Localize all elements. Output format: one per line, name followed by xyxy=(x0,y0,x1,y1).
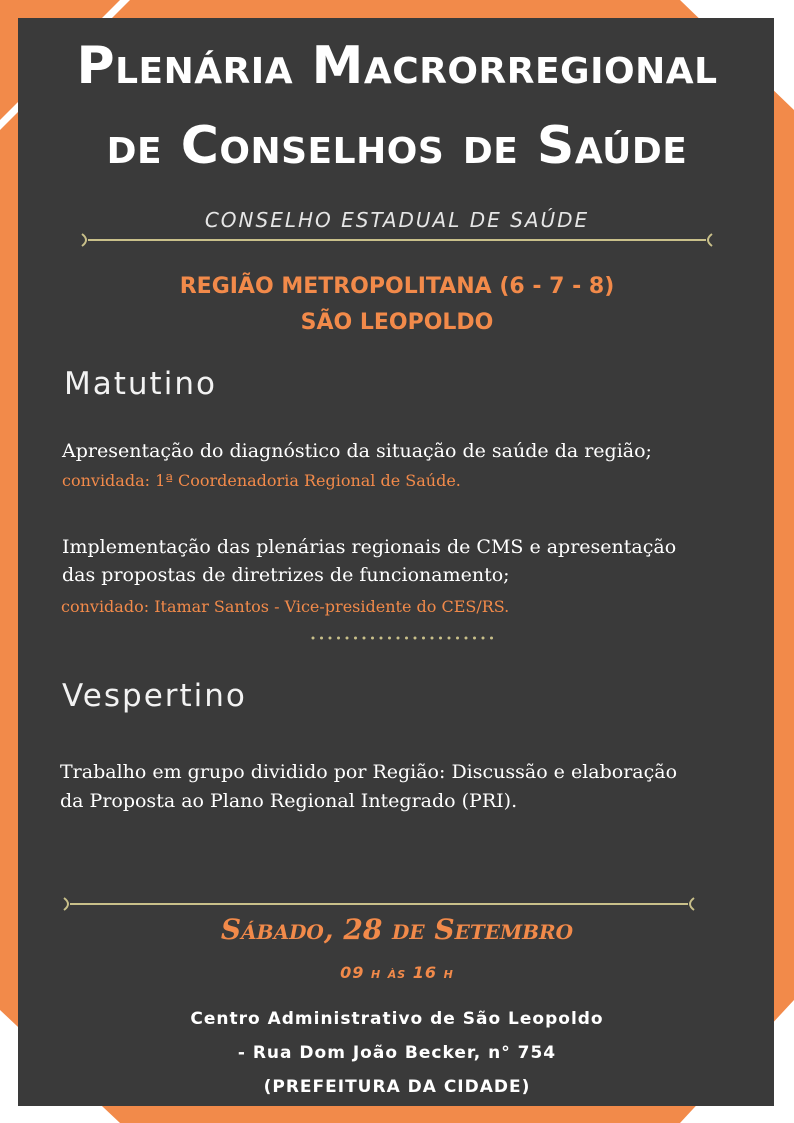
title-line-2: de Conselhos de Saúde xyxy=(106,116,688,176)
morning-item-2-guest: convidado: Itamar Santos - Vice-presidente do CES/RS. xyxy=(61,597,510,616)
afternoon-item-1-text-line-1: Trabalho em grupo dividido por Região: Discussão e elaboração xyxy=(60,761,678,783)
event-venue: Centro Administrativo de São Leopoldo xyxy=(190,1009,604,1029)
subtitle: CONSELHO ESTADUAL DE SAÚDE xyxy=(204,208,590,232)
event-street: - Rua Dom João Becker, n° 754 xyxy=(237,1043,557,1063)
morning-item-1-guest: convidada: 1ª Coordenadoria Regional de Saúde. xyxy=(62,471,461,490)
morning-item-2-text-line-2: das propostas de diretrizes de funcionamento; xyxy=(62,564,510,586)
morning-heading: Matutino xyxy=(64,366,217,402)
afternoon-item-1-text-line-2: da Proposta ao Plano Regional Integrado (PRI). xyxy=(60,790,518,812)
event-time: 09 h às 16 h xyxy=(340,963,454,982)
afternoon-heading: Vespertino xyxy=(62,678,247,714)
morning-item-1-text: Apresentação do diagnóstico da situação de saúde da região; xyxy=(62,440,652,462)
dotted-divider xyxy=(310,632,504,648)
event-note: (PREFEITURA DA CIDADE) xyxy=(263,1077,531,1097)
region-line-2: SÃO LEOPOLDO xyxy=(300,310,494,335)
title-line-1: Plenária Macrorregional xyxy=(76,36,718,96)
morning-item-2-text-line-1: Implementação das plenárias regionais de CMS e apresentação xyxy=(62,536,677,558)
bottom-divider xyxy=(62,896,696,912)
top-divider xyxy=(80,232,714,248)
region-line-1: REGIÃO METROPOLITANA (6 - 7 - 8) xyxy=(179,274,615,299)
event-date: Sábado, 28 de Setembro xyxy=(220,913,574,946)
